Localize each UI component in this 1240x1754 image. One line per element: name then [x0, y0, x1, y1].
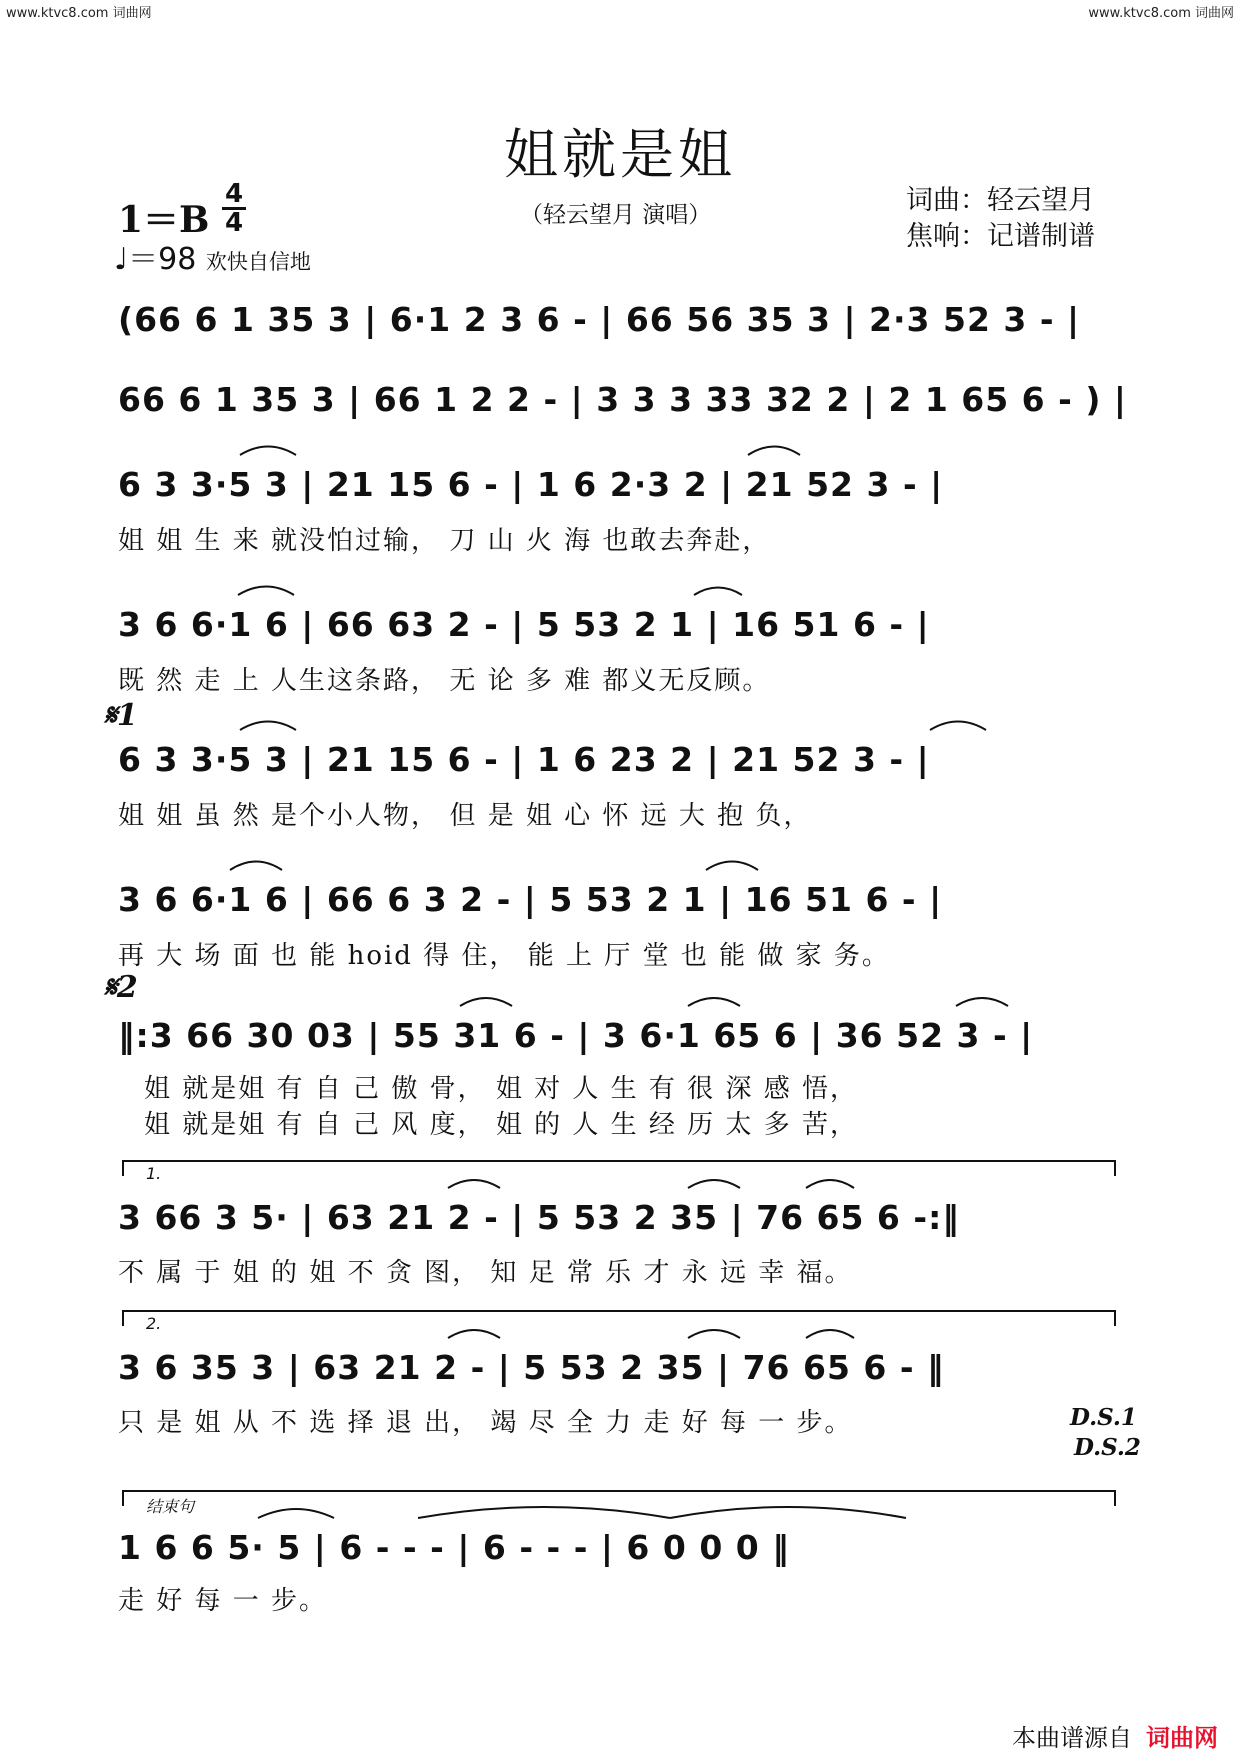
- slur-mark: [956, 998, 1008, 1006]
- segno-1-sign: 𝄋1: [104, 698, 138, 733]
- slur-mark: [460, 998, 512, 1006]
- first-ending-label: 1.: [146, 1164, 162, 1183]
- slur-mark: [258, 1509, 334, 1518]
- slur-mark: [748, 447, 800, 456]
- tie-mark: [670, 1507, 906, 1518]
- lyrics-row-9: 只 是 姐 从 不 选 择 退 出， 竭 尽 全 力 走 好 每 一 步。: [118, 1408, 853, 1438]
- slur-mark: [806, 1180, 854, 1188]
- slur-mark: [688, 1180, 740, 1188]
- notation-row-3: 6 3 3·5 3 | 21 15 6 - | 1 6 2·3 2 | 21 52 3 - |: [118, 465, 944, 504]
- ds1-marking: D.S.1: [1070, 1404, 1137, 1431]
- notation-row-9: 3 6 35 3 | 63 21 2 - | 5 53 2 35 | 76 65 6 - ‖: [118, 1348, 945, 1387]
- song-title: 姐就是姐: [504, 123, 736, 186]
- footer-brand-link[interactable]: 词曲网: [1146, 1724, 1218, 1752]
- slur-mark: [688, 998, 740, 1006]
- lyrics-row-8: 不 属 于 姐 的 姐 不 贪 图， 知 足 常 乐 才 永 远 幸 福。: [118, 1258, 853, 1288]
- notation-row-8: 3 66 3 5· | 63 21 2 - | 5 53 2 35 | 76 65 6 -:‖: [118, 1198, 960, 1237]
- key-signature: 1＝B: [118, 199, 210, 241]
- segno-2-sign: 𝄋2: [104, 970, 138, 1005]
- lyrics-row-6: 再 大 场 面 也 能 hoid 得 住， 能 上 厅 堂 也 能 做 家 务。: [118, 941, 890, 971]
- lyrics-row-3: 姐 姐 生 来 就没怕过输， 刀 山 火 海 也敢去奔赴，: [118, 526, 771, 556]
- footer-text: 本曲谱源自: [1012, 1724, 1132, 1752]
- singer-credit: （轻云望月 演唱）: [520, 202, 712, 228]
- slur-mark: [930, 722, 986, 731]
- lyrics-row-10: 走 好 每 一 步。: [118, 1586, 328, 1616]
- lyrics-row-7-verse-2: 姐 就是姐 有 自 己 风 度， 姐 的 人 生 经 历 太 多 苦，: [144, 1110, 858, 1140]
- slur-mark: [230, 862, 282, 871]
- slur-mark: [238, 587, 294, 596]
- notation-row-2: 66 6 1 35 3 | 66 1 2 2 - | 3 3 3 33 32 2 | 2 1 65 6 - ) |: [118, 380, 1127, 419]
- footer-source: [1012, 1718, 1218, 1753]
- score-credit: 焦响：记谱制谱: [906, 221, 1095, 252]
- notation-row-5: 6 3 3·5 3 | 21 15 6 - | 1 6 23 2 | 21 52 3 - |: [118, 740, 930, 779]
- lyrics-row-5: 姐 姐 虽 然 是个小人物， 但 是 姐 心 怀 远 大 抱 负，: [118, 801, 812, 831]
- notation-row-4: 3 6 6·1 6 | 66 63 2 - | 5 53 2 1 | 16 51 6 - |: [118, 605, 930, 644]
- time-signature-bottom: 4: [224, 208, 244, 238]
- slur-mark: [688, 1330, 740, 1338]
- tempo-value: ♩＝98: [114, 242, 197, 277]
- slur-mark: [806, 1330, 854, 1338]
- second-ending-label: 2.: [146, 1314, 162, 1333]
- ds2-marking: D.S.2: [1074, 1434, 1141, 1461]
- slur-mark: [240, 447, 296, 456]
- slur-mark: [448, 1330, 500, 1338]
- slur-mark: [448, 1180, 500, 1188]
- lyrics-row-7-verse-1: 姐 就是姐 有 自 己 傲 骨， 姐 对 人 生 有 很 深 感 悟，: [144, 1074, 858, 1104]
- slur-mark: [706, 862, 758, 871]
- notation-row-1: (66 6 1 35 3 | 6·1 2 3 6 - | 66 56 35 3 | 2·3 52 3 - |: [118, 300, 1081, 339]
- notation-row-6: 3 6 6·1 6 | 66 6 3 2 - | 5 53 2 1 | 16 51 6 - |: [118, 880, 943, 919]
- notation-row-7: ‖:3 66 30 03 | 55 31 6 - | 3 6·1 65 6 | 36 52 3 - |: [118, 1016, 1034, 1055]
- lyrics-row-4: 既 然 走 上 人生这条路， 无 论 多 难 都义无反顾。: [118, 666, 771, 696]
- ending-phrase-label: 结束句: [146, 1497, 195, 1516]
- slur-mark: [694, 588, 742, 596]
- slur-mark: [240, 722, 296, 731]
- time-signature-top: 4: [224, 179, 244, 209]
- notation-row-10: 1 6 6 5· 5 | 6 - - - | 6 - - - | 6 0 0 0 ‖: [118, 1528, 790, 1567]
- header-right-url[interactable]: www.ktvc8.com 词曲网: [1088, 6, 1234, 21]
- lyrics-music-credit: 词曲：轻云望月: [906, 185, 1095, 216]
- tie-mark: [418, 1507, 670, 1518]
- header-left-url[interactable]: www.ktvc8.com 词曲网: [6, 6, 152, 21]
- tempo-expression: 欢快自信地: [205, 250, 311, 274]
